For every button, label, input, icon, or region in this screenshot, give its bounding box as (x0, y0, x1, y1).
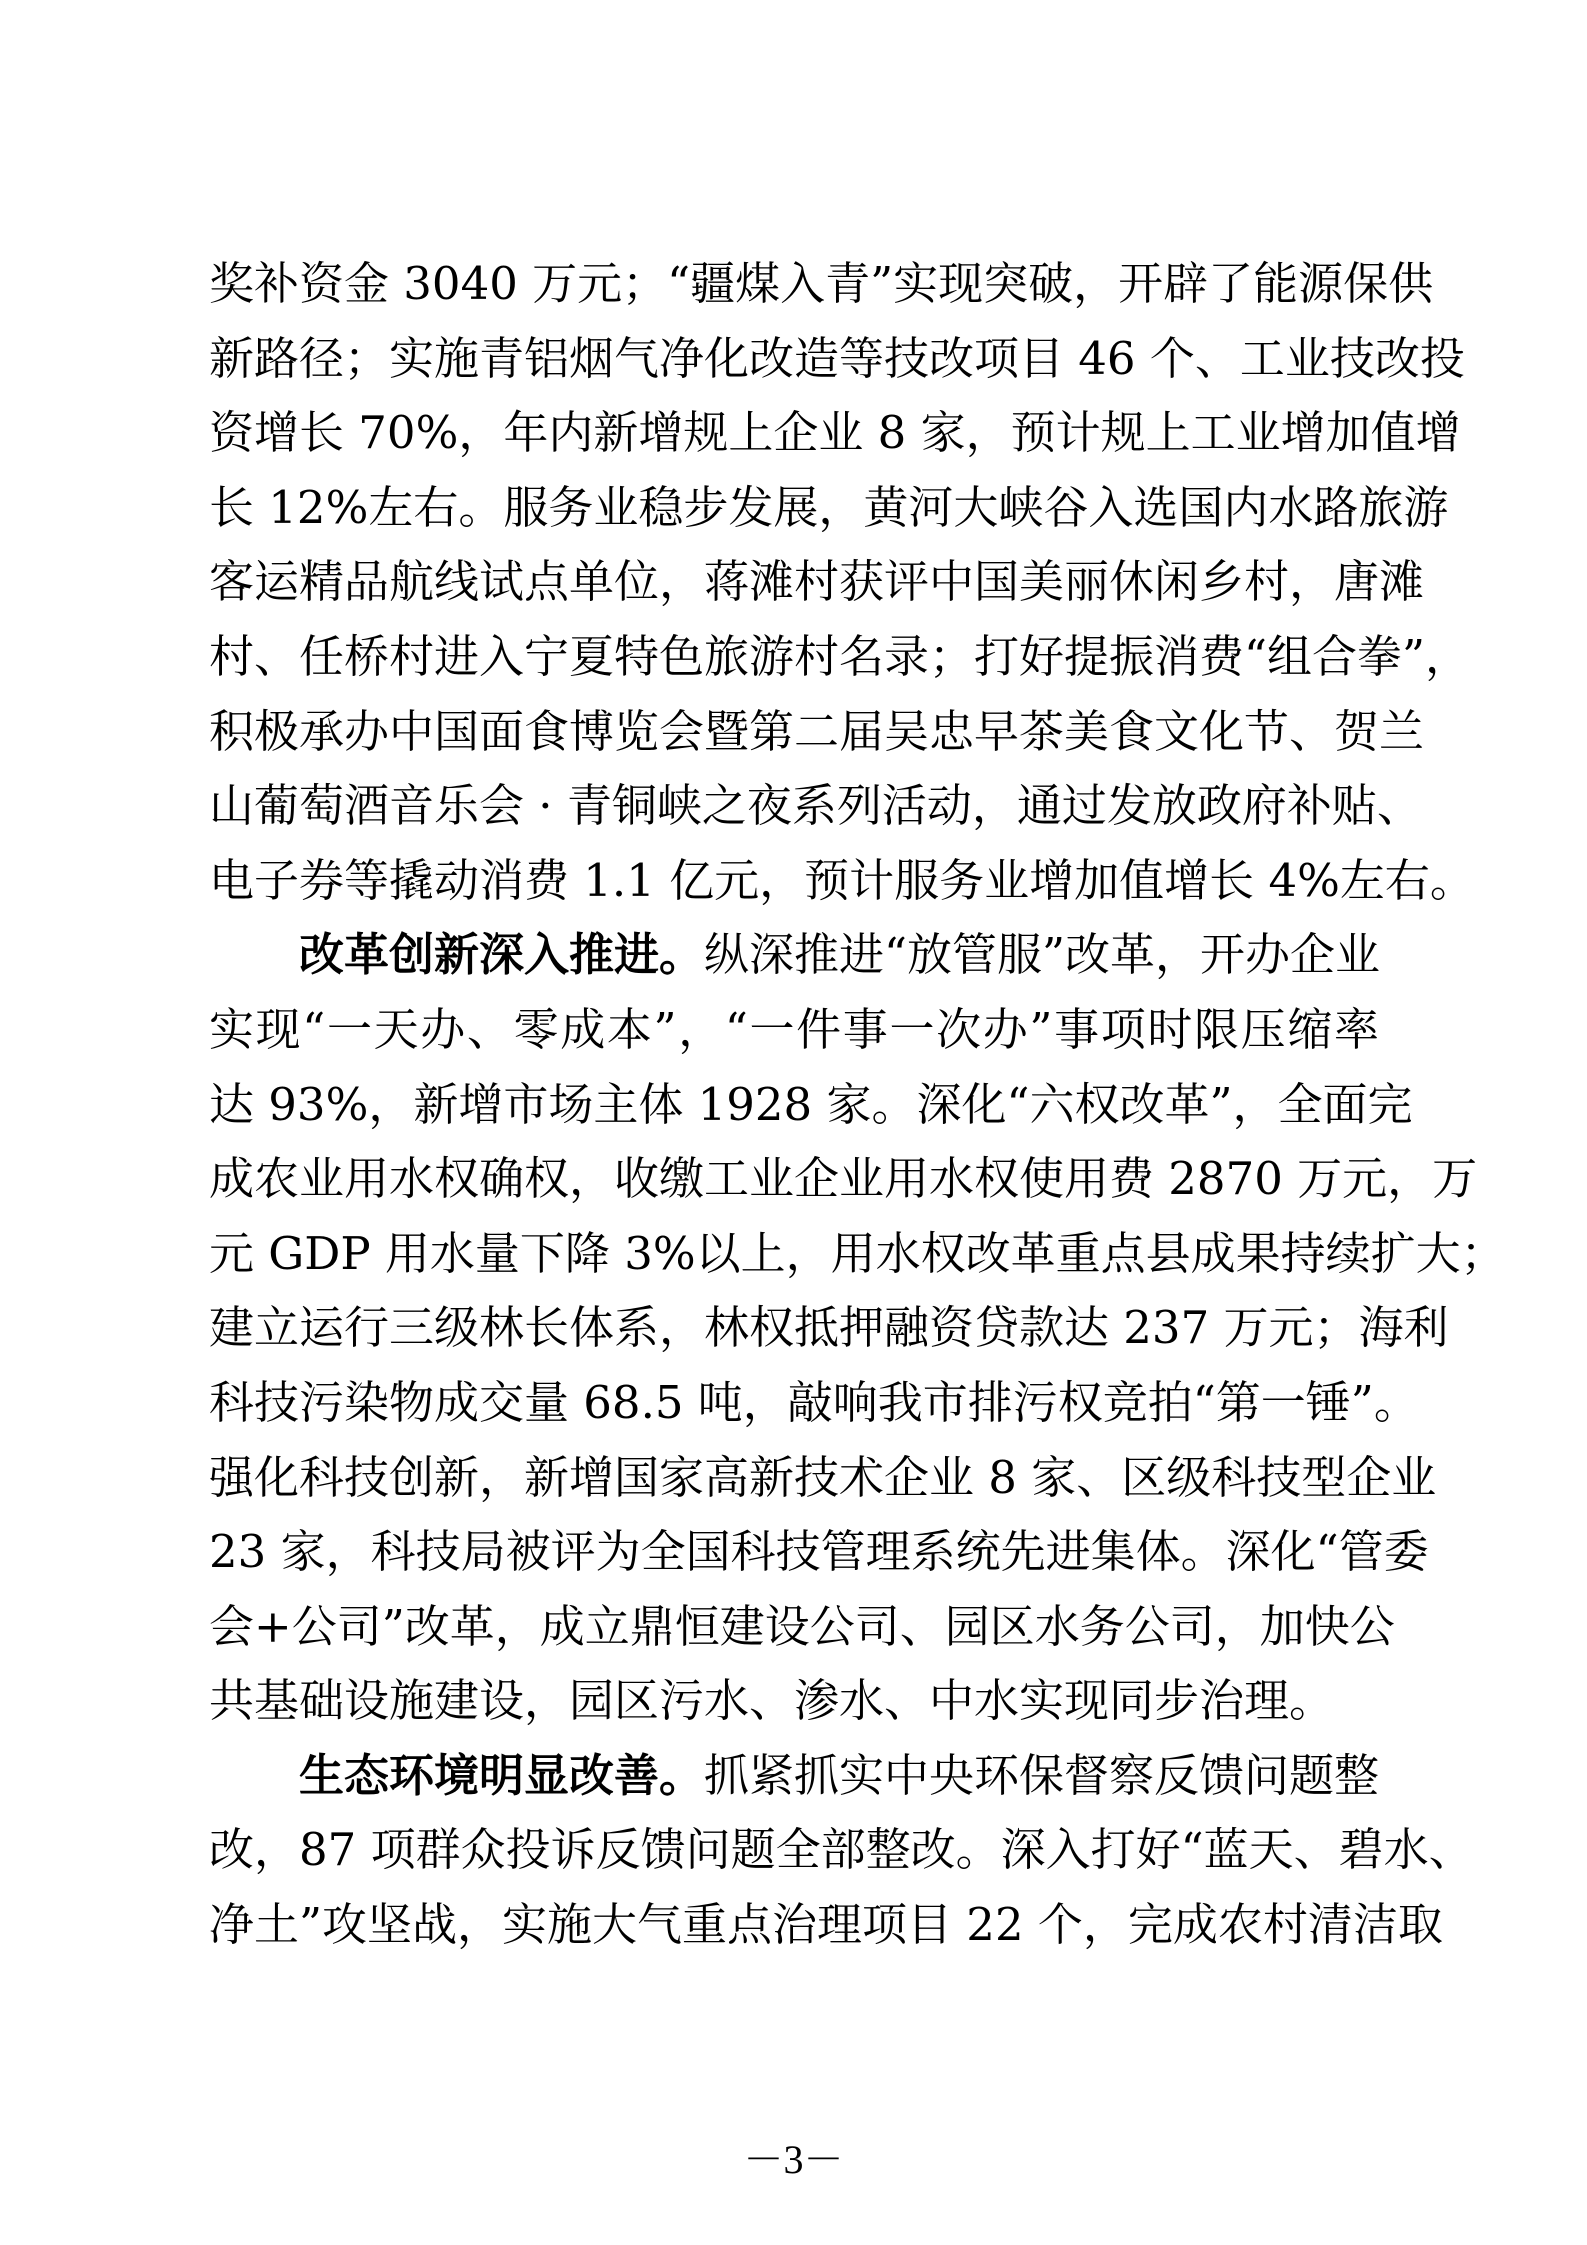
text-line (209, 545, 1425, 620)
text-line (209, 1813, 1474, 1888)
text-line (209, 769, 1422, 844)
line-text: 客运精品航线试点单位，蒋滩村获评中国美丽休闲乡村，唐滩 (209, 555, 1425, 609)
line-text: 共基础设施建设，园区污水、渗水、中水实现同步治理。 (209, 1674, 1335, 1728)
text-line (209, 695, 1425, 770)
text-line (209, 918, 1379, 993)
text-line (209, 1739, 1379, 1814)
line-text: 奖补资金 3040 万元；“疆煤入青”实现突破，开辟了能源保供 (209, 257, 1434, 310)
line-text: 科技污染物成交量 68.5 吨，敲响我市排污权竞拍“第一锤”。 (209, 1375, 1419, 1429)
text-line (209, 1590, 1395, 1665)
text-line (209, 1515, 1429, 1590)
page-number: －3－ (743, 2137, 844, 2182)
line-text: 新路径；实施青铝烟气净化改造等技改项目 46 个、工业技改投 (209, 331, 1465, 385)
line-text: 长 12%左右。服务业稳步发展，黄河大峡谷入选国内水路旅游 (209, 480, 1449, 534)
text-line (209, 844, 1475, 919)
paragraph-lead: 改革创新深入推进。 (299, 928, 705, 982)
text-line (209, 471, 1449, 546)
text-line (209, 1068, 1413, 1143)
line-text: 23 家，科技局被评为全国科技管理系统先进集体。深化“管委 (209, 1525, 1429, 1579)
line-text: 村、任桥村进入宁夏特色旅游村名录；打好提振消费“组合拳”， (209, 629, 1471, 683)
text-line (209, 993, 1379, 1068)
line-text: 山葡萄酒音乐会 · 青铜峡之夜系列活动，通过发放政府补贴、 (209, 779, 1422, 833)
line-text: 净土”攻坚战，实施大气重点治理项目 22 个，完成农村清洁取 (209, 1898, 1443, 1952)
text-line (209, 620, 1471, 695)
line-text: 实现“一天办、零成本”，“一件事一次办”事项时限压缩率 (209, 1002, 1379, 1056)
text-line (209, 1888, 1443, 1963)
line-text: 会+公司”改革，成立鼎恒建设公司、园区水务公司，加快公 (209, 1599, 1395, 1653)
line-text: 抓紧抓实中央环保督察反馈问题整 (704, 1748, 1380, 1802)
text-line (209, 247, 1434, 322)
line-text: 建立运行三级林长体系，林权抵押融资贷款达 237 万元；海利 (209, 1301, 1449, 1355)
text-line (209, 1142, 1478, 1217)
text-line (209, 1664, 1379, 1739)
text-line (209, 1217, 1506, 1292)
text-line (209, 396, 1461, 471)
line-text: 纵深推进“放管服”改革，开办企业 (704, 928, 1381, 982)
line-text: 达 93%，新增市场主体 1928 家。深化“六权改革”，全面完 (209, 1077, 1413, 1131)
body-text (209, 247, 1506, 1963)
line-text: 积极承办中国面食博览会暨第二届吴忠早茶美食文化节、贺兰 (209, 704, 1425, 758)
text-line (209, 1441, 1437, 1516)
paragraph-lead: 生态环境明显改善。 (299, 1748, 705, 1802)
text-line (209, 1291, 1449, 1366)
line-text: 成农业用水权确权，收缴工业企业用水权使用费 2870 万元，万 (209, 1152, 1478, 1206)
line-text: 电子券等撬动消费 1.1 亿元，预计服务业增加值增长 4%左右。 (209, 853, 1475, 907)
line-text: 元 GDP 用水量下降 3%以上，用水权改革重点县成果持续扩大； (209, 1226, 1506, 1280)
text-line (209, 322, 1465, 397)
line-text: 改，87 项群众投诉反馈问题全部整改。深入打好“蓝天、碧水、 (209, 1823, 1474, 1877)
line-text: 资增长 70%，年内新增规上企业 8 家，预计规上工业增加值增 (209, 406, 1461, 460)
text-line (209, 1366, 1419, 1441)
line-text: 强化科技创新，新增国家高新技术企业 8 家、区级科技型企业 (209, 1450, 1437, 1504)
